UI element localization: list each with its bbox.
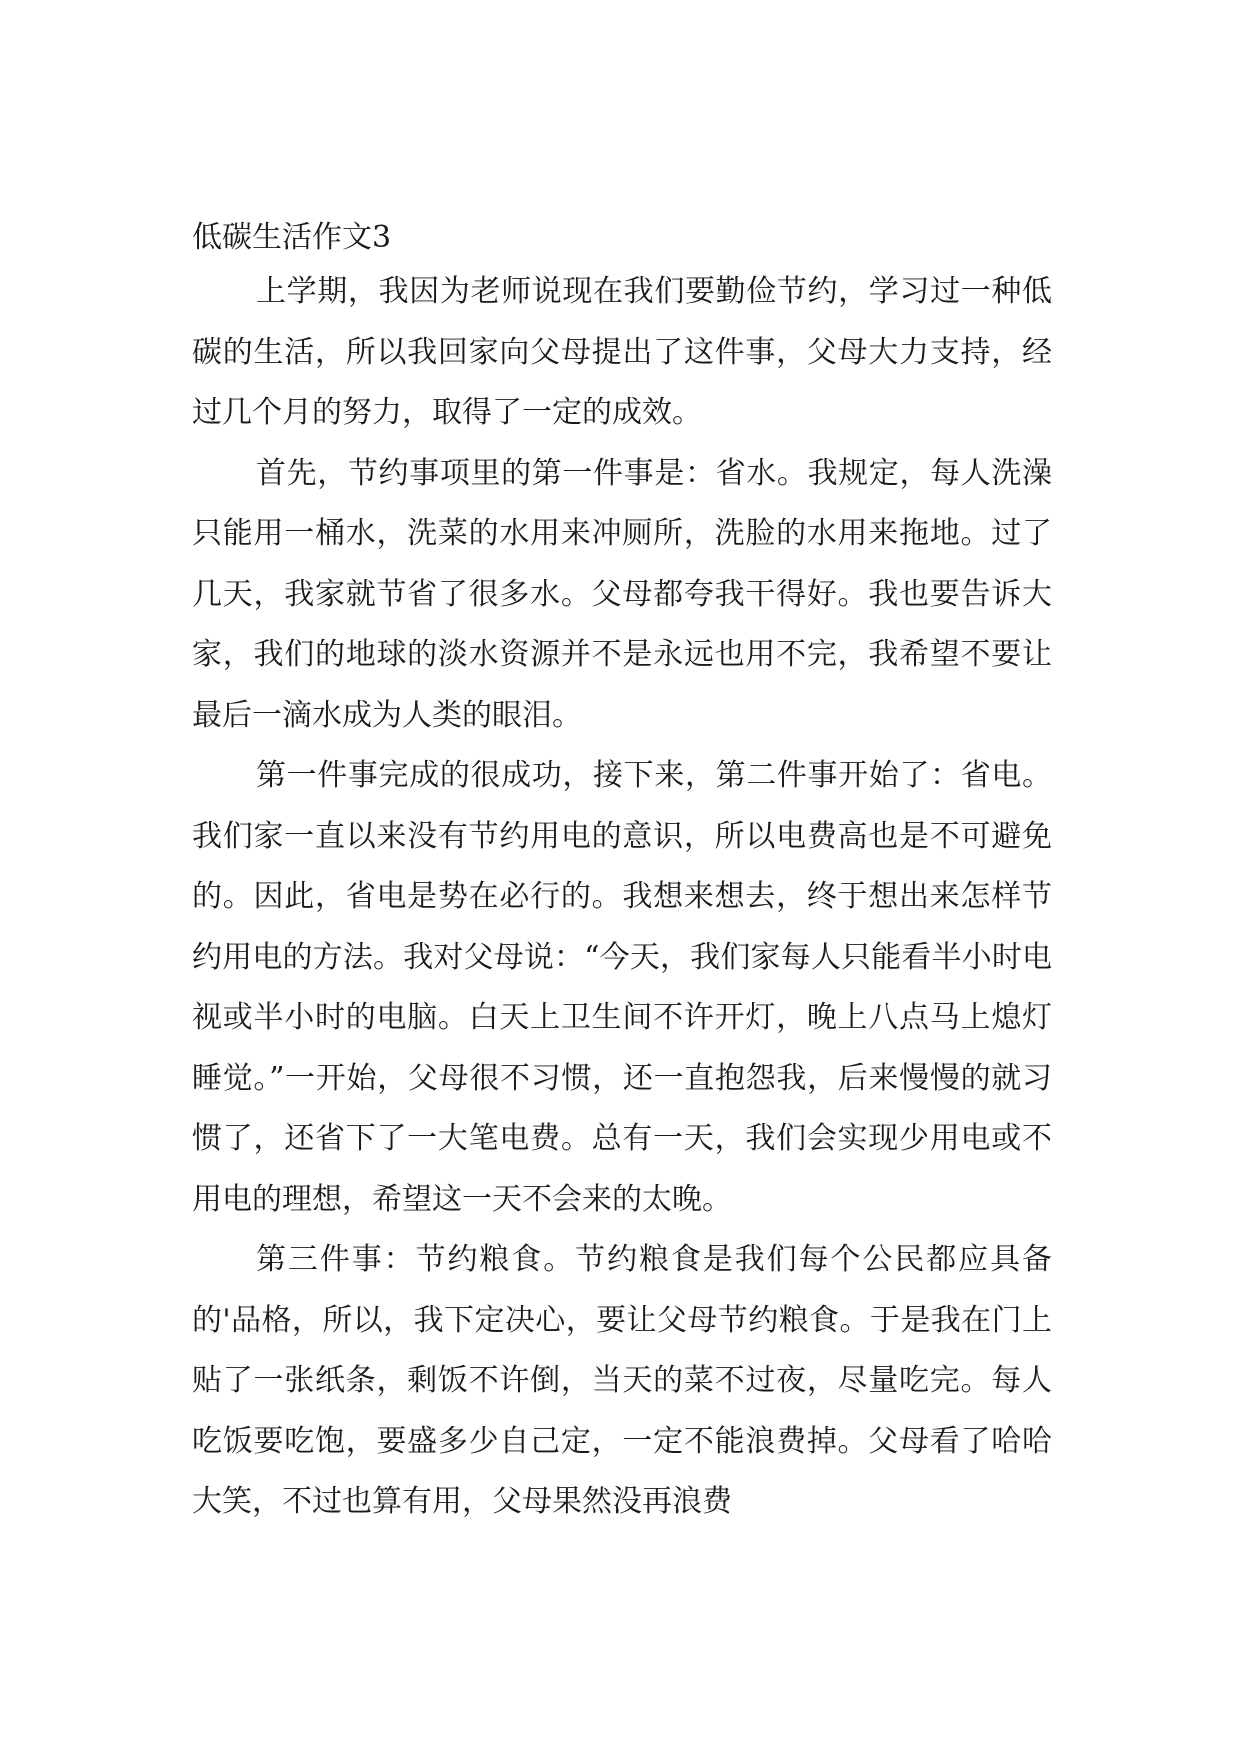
paragraph: 上学期，我因为老师说现在我们要勤俭节约，学习过一种低碳的生活，所以我回家向父母提出了这件事，父母大力支持，经过几个月的努力，取得了一定的成效。 (192, 274, 1052, 430)
paragraph: 第三件事：节约粮食。节约粮食是我们每个公民都应具备的'品格，所以，我下定决心，要让父母节约粮食。于是我在门上贴了一张纸条，剩饭不许倒，当天的菜不过夜，尽量吃完。每人吃饭要吃饱，要盛多少自己定，一定不能浪费掉。父母看了哈哈大笑，不过也算有用，父母果然没再浪费 (192, 1242, 1052, 1519)
paragraph: 首先，节约事项里的第一件事是：省水。我规定，每人洗澡只能用一桶水，洗菜的水用来冲厕所，洗脸的水用来拖地。过了几天，我家就节省了很多水。父母都夸我干得好。我也要告诉大家，我们的地球的淡水资源并不是永远也用不完，我希望不要让最后一滴水成为人类的眼泪。 (192, 455, 1052, 733)
paragraph: 第一件事完成的很成功，接下来，第二件事开始了：省电。我们家一直以来没有节约用电的意识，所以电费高也是不可避免的。因此，省电是势在必行的。我想来想去，终于想出来怎样节约用电的方法。我对父母说：“今天，我们家每人只能看半小时电视或半小时的电脑。白天上卫生间不许开灯，晚上八点马上熄灯睡觉。”一开始，父母很不习惯，还一直抱怨我，后来慢慢的就习惯了，还省下了一大笔电费。总有一天，我们会实现少用电或不用电的理想，希望这一天不会来的太晚。 (192, 758, 1052, 1217)
document-body (192, 262, 1052, 1533)
document-title: 低碳生活作文3 (192, 220, 392, 255)
